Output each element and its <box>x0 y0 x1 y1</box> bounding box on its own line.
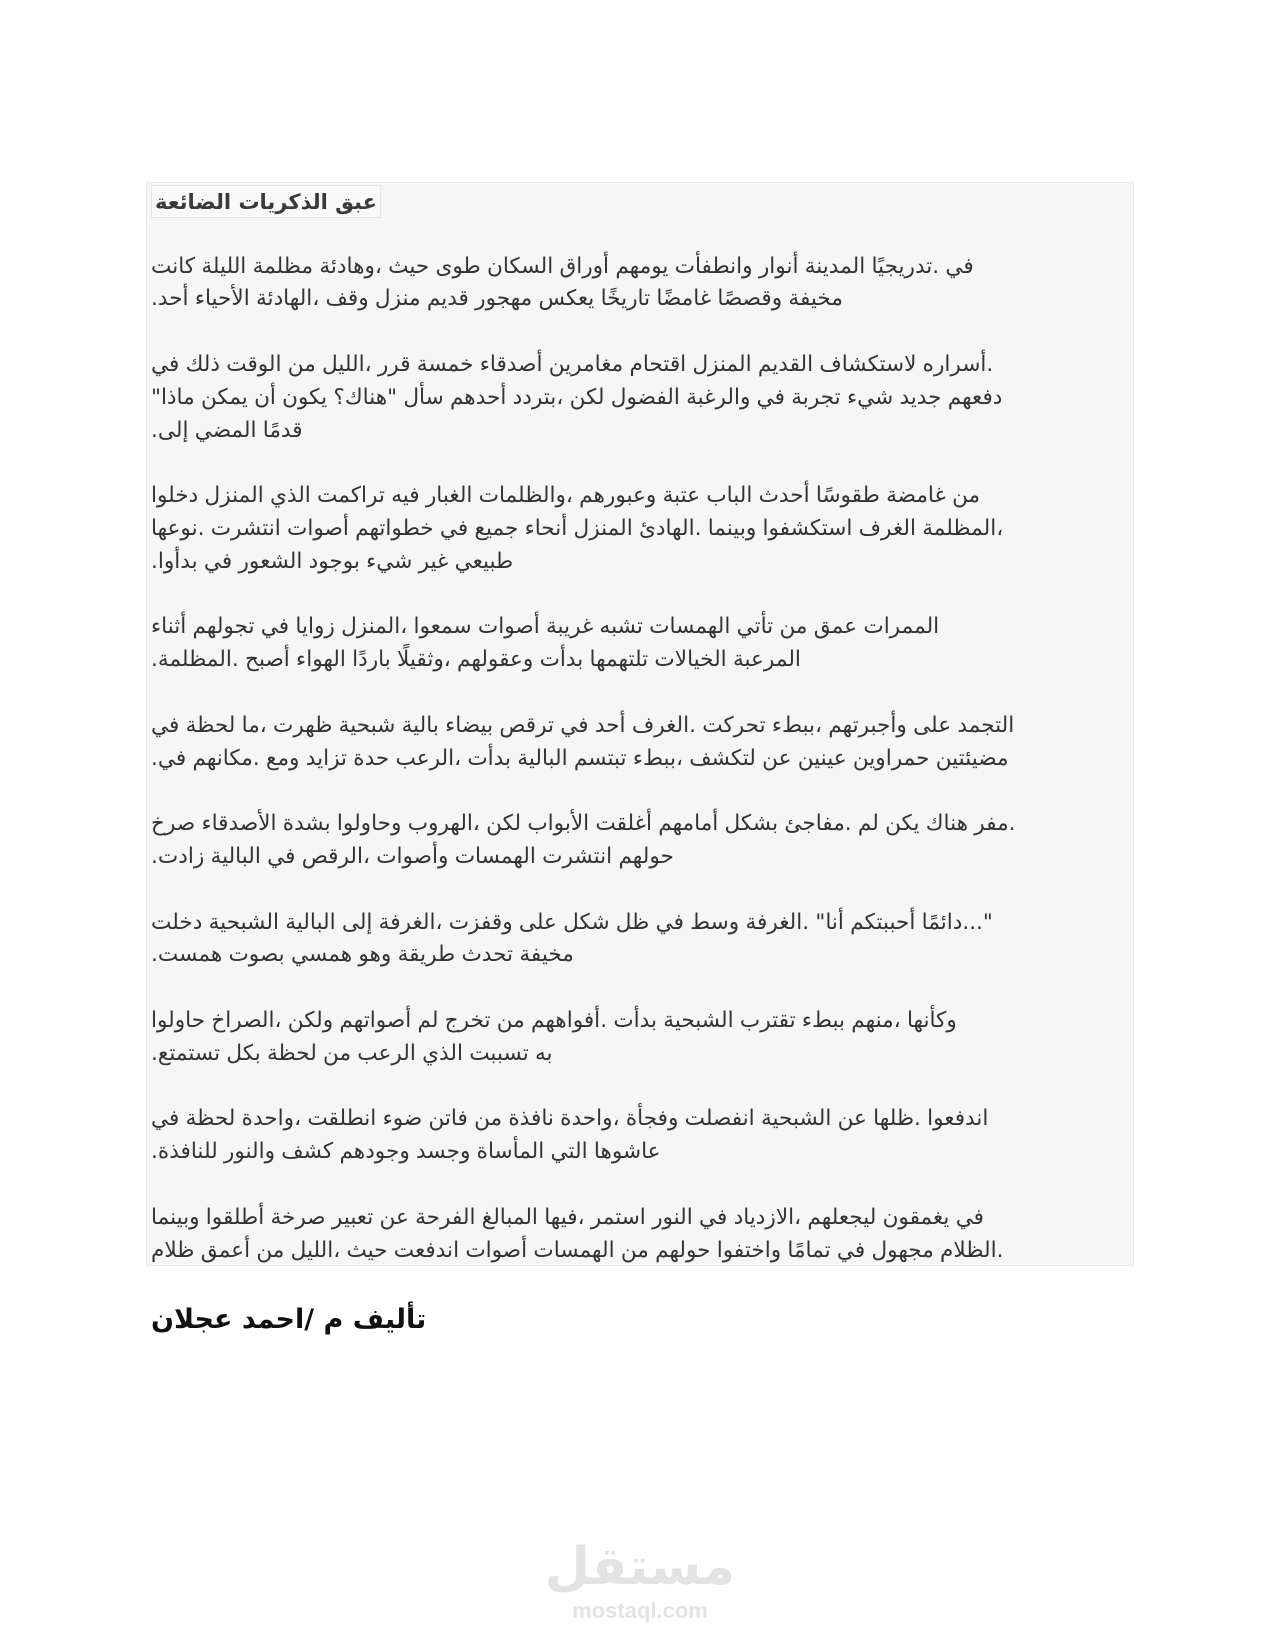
paragraph-line: .أحد الأحياء الهادئة، وقف منزل قديم مهجور يعكس تاريخًا غامضًا وقصصًا مخيفة <box>151 286 843 312</box>
paragraph-line: .إلى المضي قدمًا <box>151 417 303 443</box>
paragraph-line: .زادت البالية في الرقص، وأصوات الهمسات انتشرت حولهم <box>151 843 674 869</box>
story-paragraph <box>151 480 1133 578</box>
story-paragraph <box>151 251 1133 317</box>
paragraph-line: في لحظة واحدة، انطلقت ضوء فاتن من نافذة واحدة، وفجأة انفصلت الشبحية عن ظلها. اندفعوا <box>151 1106 989 1132</box>
paragraph-line: "ماذا يمكن أن يكون هناك؟" سأل أحدهم بتردد، لكن الفضول والرغبة في تجربة شيء جديد دفعهم <box>151 384 1003 410</box>
story-paragraph <box>151 1005 1133 1071</box>
paragraph-line: .في مكانهم. ومع تزايد حدة الرعب، بدأت البالية تبتسم ببطء، لتكشف عن عينين حمراوين مضيئتين <box>151 745 1009 771</box>
paragraph-line: دخلت الشبحية البالية إلى الغرفة، وقفزت على شكل ظل في وسط الغرفة. "أنا أحببتكم دائمًا..." <box>151 909 993 935</box>
story-paragraph <box>151 710 1133 776</box>
story-paragraph <box>151 611 1133 677</box>
story-panel <box>146 182 1134 1266</box>
story-paragraph <box>151 349 1133 447</box>
paragraph-line: .المظلمة. أصبح الهواء باردًا وثقيلًا، وعقولهم بدأت تلتهمها الخيالات المرعبة <box>151 647 801 673</box>
story-paragraph <box>151 808 1133 874</box>
story-paragraph <box>151 1202 1133 1268</box>
watermark-logo-url: mostaql.com <box>572 1598 708 1623</box>
paragraph-line: في ذلك الوقت من الليل، قرر خمسة أصدقاء مغامرين اقتحام المنزل القديم لاستكشاف أسراره. <box>151 351 994 377</box>
paragraph-line: دخلوا المنزل الذي تراكمت فيه الغبار والظلمات، وعبورهم عتبة الباب أحدث طقوسًا غامضة من <box>151 483 981 509</box>
story-paragraph <box>151 1103 1133 1169</box>
paragraph-line: أثناء تجولهم في زوايا المنزل، سمعوا أصوات غريبة تشبه الهمسات تأتي من عمق الممرات <box>151 614 940 640</box>
paragraph-line: .للنافذة والنور كشف وجودهم وجسد المأساة التي عاشوها <box>151 1139 661 1165</box>
mostaql-watermark <box>540 1535 740 1623</box>
paragraph-line: صرخ الأصدقاء بشدة وحاولوا الهروب، لكن الأبواب أغلقت أمامهم بشكل مفاجئ. لم يكن هناك مفر. <box>151 811 1016 837</box>
story-paragraph <box>151 907 1133 973</box>
paragraph-line: .بدأوا في الشعور بوجود شيء غير طبيعي <box>151 548 514 574</box>
paragraph-line: كانت الليلة مظلمة وهادئة، حيث طوى السكان أوراق يومهم وانطفأت أنوار المدينة تدريجيًا. في <box>151 253 974 279</box>
paragraph-line: حاولوا الصراخ، ولكن أصواتهم لم تخرج من أفواههم. بدأت الشبحية تقترب ببطء منهم، وكأنها <box>151 1007 957 1033</box>
paragraph-line: وبينما أطلقوا صرخة تعبير عن الفرحة المبالغ فيها، استمر النور في الازدياد، ليجعلهم يغمقون في <box>151 1204 985 1230</box>
paragraph-line: .تستمتع بكل لحظة من الرعب الذي تسببت به <box>151 1040 553 1066</box>
paragraph-line: في لحظة ما، ظهرت شبحية بالية بيضاء ترقص في أحد الغرف. تحركت ببطء، وأجبرتهم على التجمد <box>151 712 1015 738</box>
watermark-logo-arabic: مستقل <box>544 1537 736 1597</box>
story-title: عبق الذكريات الضائعة <box>151 185 381 218</box>
paragraph-line: .همست بصوت همسي وهو طريقة تحدث مخيفة <box>151 942 574 968</box>
paragraph-line: نوعها. انتشرت أصوات خطواتهم في جميع أنحاء المنزل الهادئ. وبينما استكشفوا الغرف المظلمة، <box>151 515 1004 541</box>
paragraph-line: ظلام أعمق من الليل، حيث اندفعت أصوات الهمسات من حولهم واختفوا تمامًا في مجهول الظلام. <box>151 1237 1004 1263</box>
story-body <box>151 251 1133 1268</box>
author-line: تأليف م /احمد عجلان <box>151 1304 427 1335</box>
